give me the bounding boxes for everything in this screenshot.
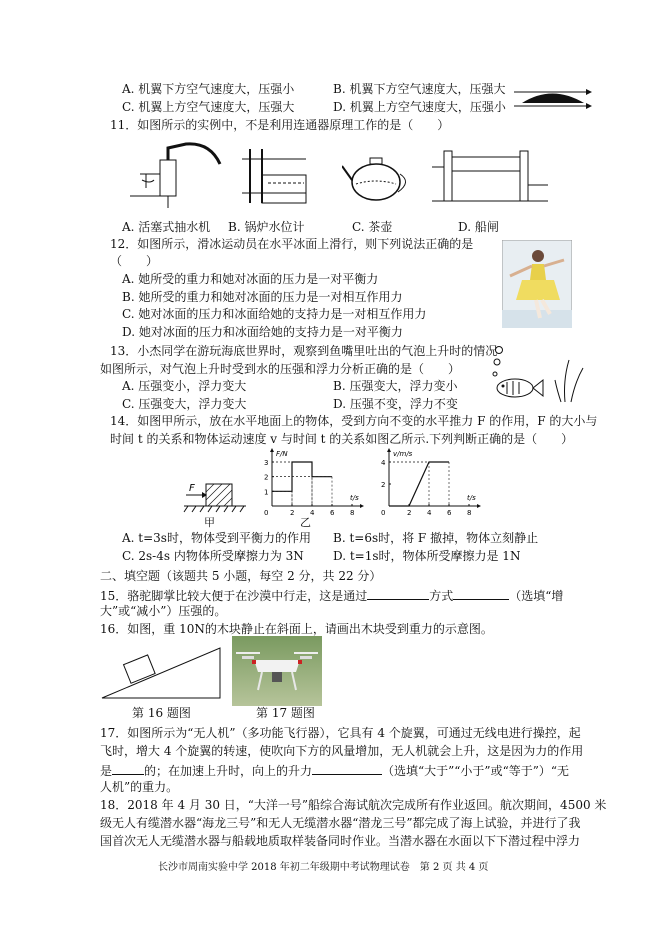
x-axis-arrow [360, 504, 364, 508]
y-axis-arrow [270, 448, 274, 452]
q17-line3 [100, 762, 569, 779]
q11-option-a: A. 活塞式抽水机 [122, 220, 211, 234]
skater-photo [502, 240, 572, 328]
teapot-figure [342, 148, 414, 204]
wing-figure [512, 82, 594, 116]
q18-line3: 国首次无人无缆潜水器与船载地质取样装备同时作业。当潜水器在水面以下下潜过程中浮力 [100, 834, 581, 848]
q12-stem: 12．如图所示，滑冰运动员在水平冰面上滑行，则下列说法正确的是 [110, 237, 474, 251]
x-tick-label: 8 [350, 509, 355, 517]
q15-part3: （选填“增 [509, 589, 564, 603]
q14-option-d: D. t=1s时，物体所受摩擦力是 1N [333, 549, 521, 563]
x-tick-label: 2 [407, 509, 412, 517]
q15-blank-2[interactable] [453, 587, 509, 600]
force-label: F [189, 483, 195, 494]
q14-option-b: B. t=6s时，将 F 撤掉，物体立刻静止 [333, 531, 539, 545]
q17-line4: 人机”的重力。 [100, 780, 179, 794]
q17-part-b: 的；在加速上升时，向上的升力 [144, 764, 313, 778]
y-axis-label: F/N [276, 450, 288, 458]
q14-option-a: A. t=3s时，物体受到平衡力的作用 [122, 531, 311, 545]
q17-line2: 飞时，增大 4 个旋翼的转速，使吹向下方的风量增加，无人机就会上升，这是因为力的作用 [100, 744, 584, 758]
q11-option-d: D. 船闸 [458, 220, 499, 234]
q16-stem: 16．如图，重 10N的木块静止在斜面上，请画出木块受到重力的示意图。 [100, 622, 493, 636]
label-jia: 甲 [204, 516, 215, 529]
q10-option-b: B. 机翼下方空气速度大，压强大 [333, 82, 506, 96]
origin-label: 0 [381, 509, 386, 517]
q12-option-d: D. 她对冰面的压力和冰面给她的支持力是一对平衡力 [122, 325, 403, 339]
q12-option-b: B. 她所受的重力和她对冰面的压力是一对相互作用力 [122, 290, 403, 304]
q17-part-c: （选填“大于”“小于”或“等于”）“无 [382, 764, 569, 778]
origin-label: 0 [264, 509, 269, 517]
q15-part4: 大”或“减小”）压强的。 [100, 604, 227, 618]
y-tick-label: 1 [264, 488, 269, 497]
caption-17: 第 17 题图 [256, 706, 315, 720]
label-yi: 乙 [300, 516, 311, 529]
q17-line1: 17．如图所示为“无人机”（多功能飞行器），它具有 4 个旋翼，可通过无线电进行操控，起 [100, 726, 581, 740]
x-tick-label: 6 [330, 509, 335, 517]
x-axis-label: t/s [467, 494, 476, 502]
page-footer: 长沙市周南实验中学 2018 年初二年级期中考试物理试卷 第 2 页 共 4 页 [158, 862, 489, 873]
q13-stem-line1: 13．小杰同学在游玩海底世界时，观察到鱼嘴里吐出的气泡上升时的情况 [110, 344, 498, 358]
q18-line1: 18．2018 年 4 月 30 日，“大洋一号”船综合海试航次完成所有作业返回。航次期间，4500 米 [100, 798, 607, 812]
q11-option-c: C. 茶壶 [352, 220, 393, 234]
chart-force-time [258, 448, 370, 518]
q10-option-c: C. 机翼上方空气速度大，压强大 [122, 100, 295, 114]
x-tick-label: 8 [467, 509, 472, 517]
q13-option-a: A. 压强变小，浮力变大 [122, 379, 247, 393]
q17-blank-1[interactable] [112, 762, 144, 775]
q15-line1 [100, 587, 563, 604]
q15-part2: 方式 [429, 589, 454, 603]
x-tick-label: 4 [310, 509, 315, 517]
q14-stem-line2: 时间 t 的关系和物体运动速度 v 与时间 t 的关系如图乙所示.下列判断正确的是（ ） [110, 432, 574, 446]
y-tick-label: 2 [381, 481, 386, 489]
q15-blank-1[interactable] [367, 587, 429, 600]
q13-stem-line2: 如图所示，对气泡上升时受到水的压强和浮力分析正确的是（ ） [100, 362, 461, 376]
x-axis-arrow [477, 504, 481, 508]
q14-option-c: C. 2s-4s 内物体所受摩擦力为 3N [122, 549, 304, 563]
fish-bubbles-figure [485, 346, 587, 404]
caption-16: 第 16 题图 [132, 706, 191, 720]
q15-part1: 15．骆驼脚掌比较大便于在沙漠中行走，这是通过 [100, 589, 368, 603]
piston-pump-figure [130, 140, 230, 210]
q14-fig-jia [180, 470, 250, 526]
q12-option-c: C. 她对冰面的压力和冰面给她的支持力是一对相互作用力 [122, 307, 427, 321]
y-axis-arrow [387, 448, 391, 452]
drone-photo [232, 636, 322, 706]
q18-line2: 级无人有缆潜水器“海龙三号”和无人无缆潜水器“潜龙三号”都完成了海上试验，并进行了我 [100, 816, 581, 830]
chart-velocity-time [375, 448, 487, 518]
q10-option-d: D. 机翼上方空气速度大，压强小 [333, 100, 506, 114]
q11-option-b: B. 锅炉水位计 [228, 220, 305, 234]
section2-heading: 二、填空题（该题共 5 小题，每空 2 分，共 22 分） [100, 569, 382, 583]
incline-figure [100, 644, 224, 702]
x-axis-label: t/s [350, 494, 359, 502]
q14-stem-line1: 14．如图甲所示，放在水平地面上的物体，受到方向不变的水平推力 F 的作用，F 的大小与 [110, 414, 598, 428]
y-tick-label: 4 [381, 459, 386, 467]
q12-option-a: A. 她所受的重力和她对冰面的压力是一对平衡力 [122, 272, 379, 286]
x-tick-label: 4 [427, 509, 432, 517]
boiler-gauge-figure [238, 145, 308, 207]
y-tick-label: 3 [264, 459, 269, 467]
x-tick-label: 6 [447, 509, 452, 517]
x-tick-label: 2 [290, 509, 295, 517]
ship-lock-figure [430, 145, 550, 205]
q17-part-a: 是 [100, 764, 113, 778]
y-tick-label: 2 [264, 473, 269, 482]
q13-option-b: B. 压强变大，浮力变小 [333, 379, 458, 393]
q10-option-a: A. 机翼下方空气速度大，压强小 [122, 82, 295, 96]
q17-blank-2[interactable] [312, 762, 382, 775]
q13-option-d: D. 压强不变，浮力不变 [333, 397, 458, 411]
y-axis-label: v/m/s [393, 450, 413, 458]
q13-option-c: C. 压强变大，浮力变大 [122, 397, 247, 411]
series-line [389, 462, 449, 506]
q12-paren: （ ） [110, 254, 159, 268]
q11-stem: 11．如图所示的实例中，不是利用连通器原理工作的是（ ） [110, 118, 450, 132]
